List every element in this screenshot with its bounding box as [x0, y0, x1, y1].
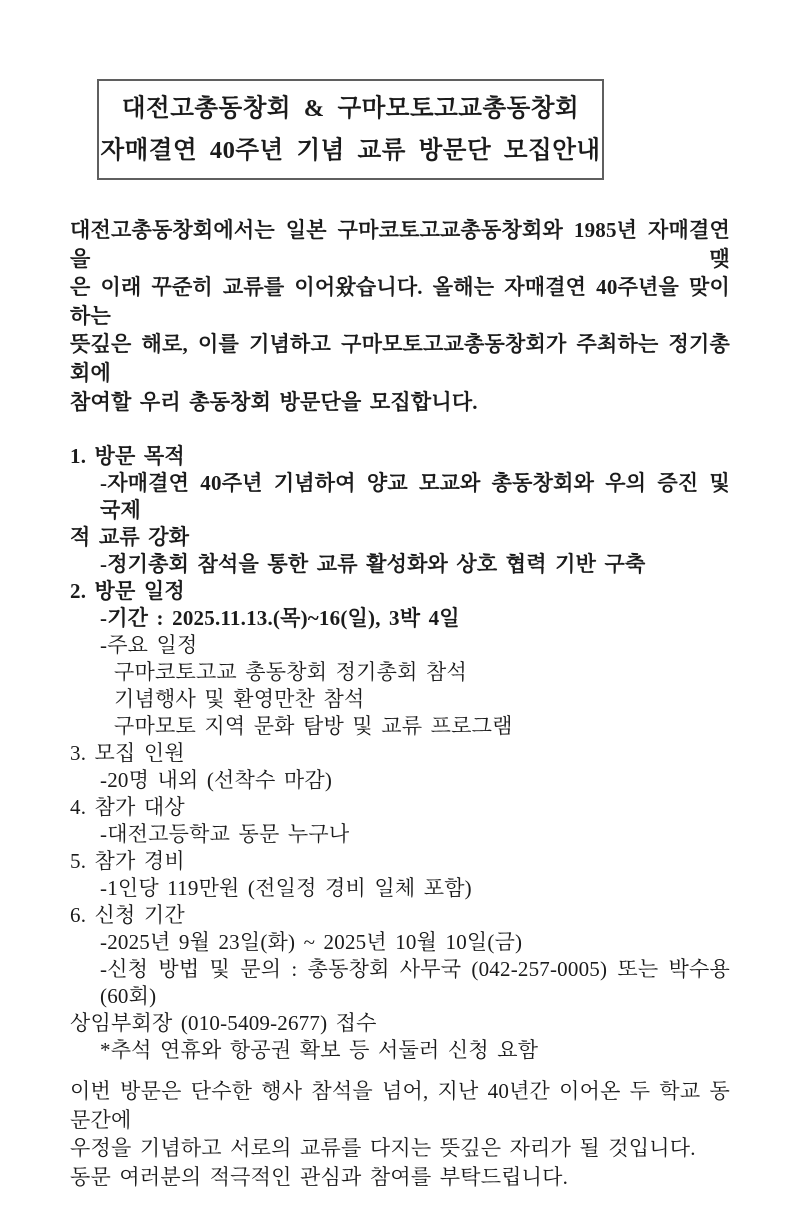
text-line: 대전고총동창회에서는 일본 구마코토고교총동창회와 1985년 자매결연을 맺 [70, 218, 730, 271]
text-line: -1인당 119만원 (전일정 경비 일체 포함) [100, 876, 472, 901]
text-line: -대전고등학교 동문 누구나 [100, 822, 350, 847]
document-title-line-1: 대전고총동창회 & 구마모토고교총동창회 [121, 94, 580, 122]
text-line: 3. 모집 인원 [70, 741, 185, 766]
text-line: 이번 방문은 단수한 행사 참석을 넘어, 지난 40년간 이어온 두 학교 동문간에 [70, 1079, 730, 1132]
text-line: 6. 신청 기간 [70, 903, 185, 928]
text-line: -주요 일정 [100, 633, 198, 658]
text-line: -기간 : 2025.11.13.(목)~16(일), 3박 4일 [100, 606, 460, 631]
text-line: 상임부회장 (010-5409-2677) 접수 [70, 1011, 377, 1036]
text-line: 4. 참가 대상 [70, 795, 185, 820]
text-line: 동문 여러분의 적극적인 관심과 참여를 부탁드립니다. [70, 1164, 569, 1189]
document-body [70, 216, 739, 1191]
text-line: 은 이래 꾸준히 교류를 이어왔습니다. 올해는 자매결연 40주년을 맞이하는 [70, 275, 730, 328]
closing-paragraph [70, 1077, 730, 1191]
text-line: 구마모토 지역 문화 탐방 및 교류 프로그램 [114, 714, 513, 739]
intro-paragraph [70, 216, 730, 416]
text-line: 2. 방문 일정 [70, 579, 185, 604]
text-line: -2025년 9월 23일(화) ~ 2025년 10월 10일(금) [100, 930, 523, 955]
title-box [97, 79, 604, 180]
text-line: 구마코토고교 총동창회 정기총회 참석 [114, 660, 467, 685]
text-line: 적 교류 강화 [70, 525, 190, 550]
numbered-list [70, 443, 739, 1064]
text-line: 1. 방문 목적 [70, 444, 185, 469]
text-line: -정기총회 참석을 통한 교류 활성화와 상호 협력 기반 구축 [100, 552, 646, 577]
text-line: 우정을 기념하고 서로의 교류를 다지는 뜻깊은 자리가 될 것입니다. [70, 1136, 696, 1161]
text-line: 5. 참가 경비 [70, 849, 185, 874]
text-line: -신청 방법 및 문의 : 총동창회 사무국 (042-257-0005) 또는 박수용(60회) [100, 957, 730, 1009]
text-line: 뜻깊은 해로, 이를 기념하고 구마모토고교총동창회가 주최하는 정기총회에 [70, 332, 730, 385]
text-line: 기념행사 및 환영만찬 참석 [114, 687, 365, 712]
document-title-line-2: 자매결연 40주년 기념 교류 방문단 모집안내 [100, 136, 601, 164]
text-line: -20명 내외 (선착수 마감) [100, 768, 333, 793]
text-line: -자매결연 40주년 기념하여 양교 모교와 총동창회와 우의 증진 및 국제 [100, 471, 739, 523]
text-line: 참여할 우리 총동창회 방문단을 모집합니다. [70, 389, 478, 414]
text-line: *추석 연휴와 항공권 확보 등 서둘러 신청 요함 [100, 1038, 539, 1063]
document-page [0, 79, 800, 1210]
